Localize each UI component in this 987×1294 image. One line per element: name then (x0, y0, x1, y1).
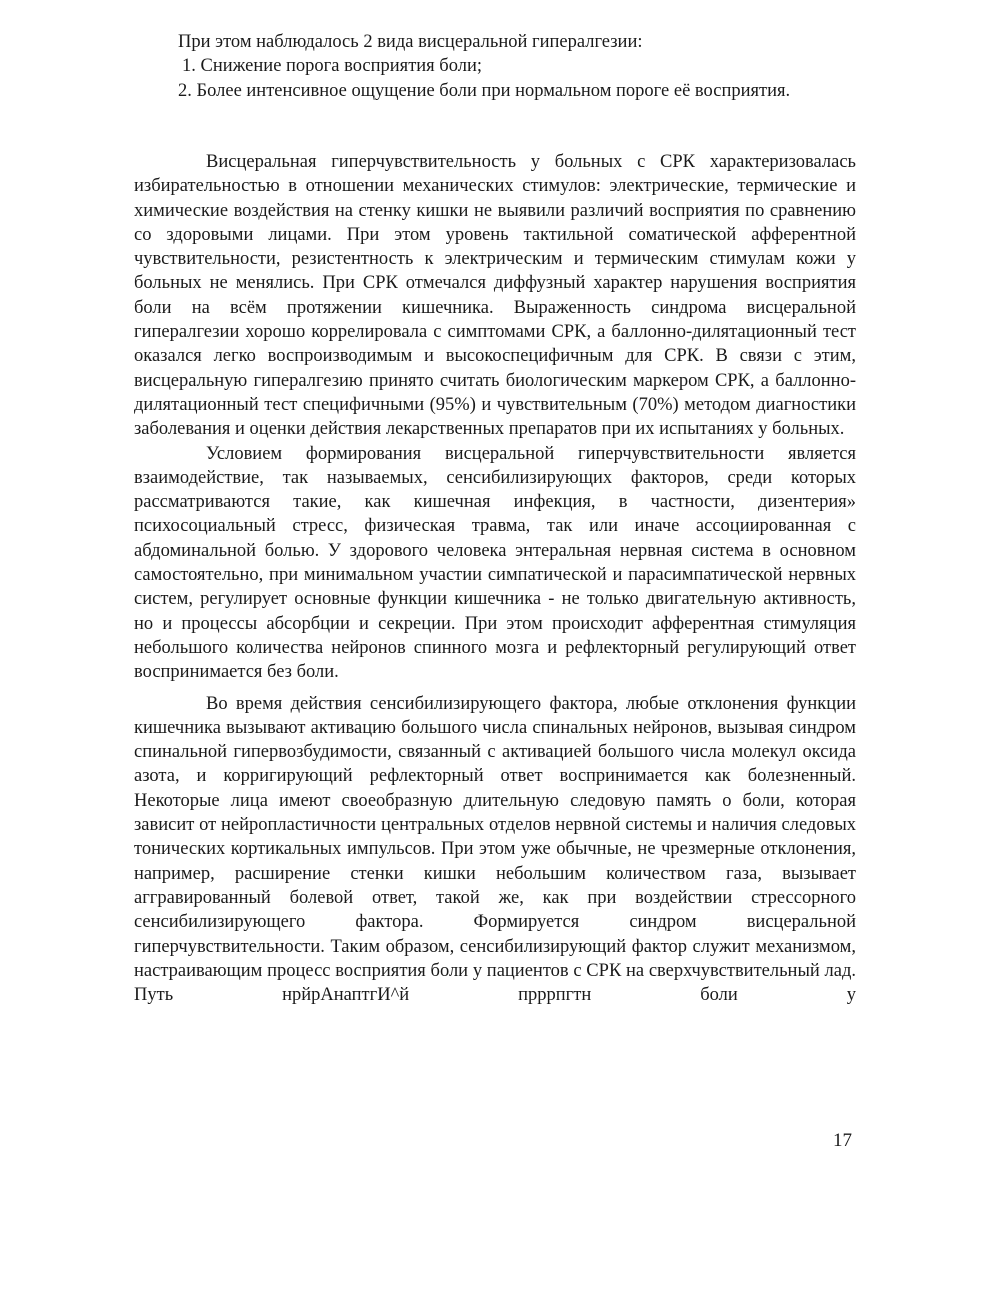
paragraph-1: Висцеральная гиперчувствительность у больных с СРК характеризовалась избирательностью в отношении механических стимулов: электрические, термические и химические воздействия на стенку кишки не выявили различий восприятия по сравнению со здоровыми лицами. При этом уровень тактильной соматической афферентной чувствительности, резистентность к электрическим и термическим стимулам кожи у больных не менялись. При СРК отмечался диффузный характер нарушения восприятия боли на всём протяжении кишечника. Выраженность синдрома висцеральной гипералгезии хорошо коррелировала с симптомами СРК, а баллонно-дилятационный тест оказался легко воспроизводимым и высокоспецифичным для СРК. В связи с этим, висцеральную гипералгезию принято считать биологическим маркером СРК, а баллонно-дилятационный тест специфичными (95%) и чувствительным (70%) методом диагностики заболевания и оценки действия лекарственных препаратов при их испытаниях у больных. (134, 152, 856, 440)
body-section (134, 150, 856, 1007)
paragraph-3: Во время действия сенсибилизирующего фактора, любые отклонения функции кишечника вызывают активацию большого числа спинальных нейронов, вызывая синдром спинальной гипервозбудимости, связанный с активацией большого числа молекул оксида азота, и корригирующий рефлекторный ответ воспринимается как болезненный. Некоторые лица имеют своеобразную длительную следовую память о боли, которая зависит от нейропластичности центральных отделов нервной системы и наличия следовых тонических кортикальных импульсов. При этом уже обычные, не чрезмерные отклонения, например, расширение стенки кишки небольшим количеством газа, вызывает аггравированный болевой ответ, такой же, как при воздействии стрессорного сенсибилизирующего фактора. Формируется синдром висцеральной гиперчувствительности. Таким образом, сенсибилизирующий фактор служит механизмом, настраивающим процесс восприятия боли у пациентов с СРК на сверхчувствительный лад. Путь нрйрАнаптгИ^й прррпгтн боли у (134, 693, 856, 1006)
page-number: 17 (833, 1130, 852, 1151)
intro-section (134, 30, 856, 103)
paragraph-2: Условием формирования висцеральной гиперчувствительности является взаимодействие, так называемых, сенсибилизирующих факторов, среди которых рассматриваются такие, как кишечная инфекция, в частности, дизентерия» психосоциальный стресс, физическая травма, так или иначе ассоциированная с абдоминальной болью. У здорового человека энтеральная нервная система в основном самостоятельно, при минимальном участии симпатической и парасимпатической нервных систем, регулирует основные функции кишечника - не только двигательную активность, но и процессы абсорбции и секреции. При этом происходит афферентная стимуляция небольшого количества нейронов спинного мозга и рефлекторный регулирующий ответ воспринимается без боли. (134, 443, 856, 683)
list-item-1: 1. Снижение порога восприятия боли; (182, 56, 483, 77)
list-item-2: 2. Более интенсивное ощущение боли при нормальном пороге её восприятия. (178, 80, 791, 101)
intro-line: При этом наблюдалось 2 вида висцеральной гипералгезии: (178, 32, 643, 52)
